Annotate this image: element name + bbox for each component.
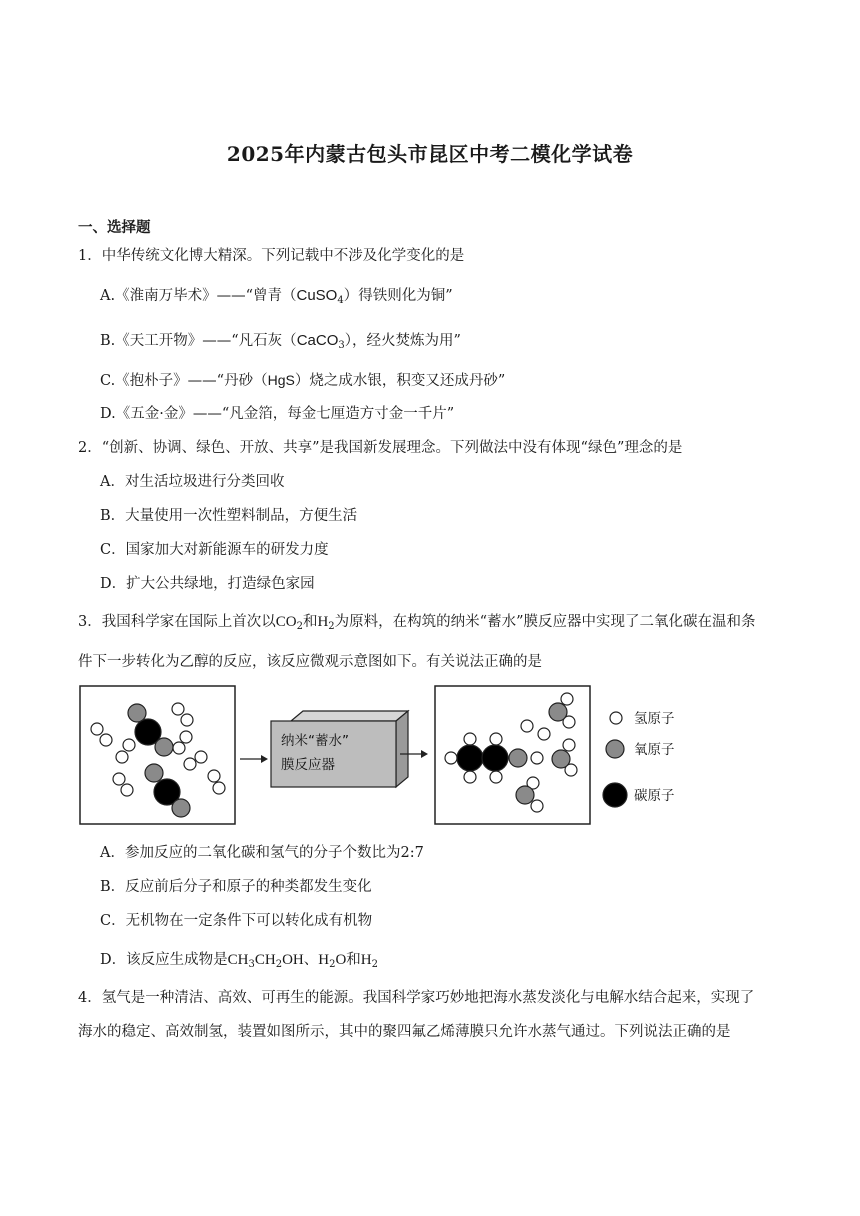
section-heading: 一、选择题 [78,219,151,236]
q3-option-c: C．无机物在一定条件下可以转化成有机物 [100,913,373,929]
arrow-icon [421,750,428,758]
q1-option-a: A.《淮南万毕术》——“曾青（CuSO$_4$）得铁则化为铜” [100,287,453,306]
q2-option-c: C．国家加大对新能源车的研发力度 [100,542,329,558]
q3-option-a: A．参加反应的二氧化碳和氢气的分子个数比为2:7 [100,845,424,861]
oxygen-atom [552,750,570,768]
reaction-diagram [78,682,718,828]
carbon-atom [482,745,508,771]
oxygen-atom [549,703,567,721]
arrow-icon [261,755,268,763]
carbon-atom [457,745,483,771]
hydrogen-legend-icon [610,712,622,724]
reactor-label-line1: 纳米“蓄水” [281,733,349,749]
q3-option-b: B．反应前后分子和原子的种类都发生变化 [100,879,372,895]
legend-carbon-label: 碳原子 [634,788,675,804]
q2-stem: 2．“创新、协调、绿色、开放、共享”是我国新发展理念。下列做法中没有体现“绿色”理念的是 [78,440,683,456]
oxygen-atom [172,799,190,817]
legend-oxygen-label: 氧原子 [634,742,675,758]
reactants-box [80,686,235,824]
oxygen-atom [516,786,534,804]
q1-option-c: C.《抱朴子》——“丹砂（HgS）烧之成水银，积变又还成丹砂” [100,372,506,389]
q1-option-d: D.《五金·金》——“凡金箔，每金七厘造方寸金一千片” [100,406,455,422]
q2-option-b: B．大量使用一次性塑料制品，方便生活 [100,508,358,524]
reactor-label-line2: 膜反应器 [281,757,335,773]
q2-option-a: A．对生活垃圾进行分类回收 [100,474,285,490]
q4-stem-line1: 4．氢气是一种清洁、高效、可再生的能源。我国科学家巧妙地把海水蒸发淡化与电解水结合起来，实现了 [78,990,755,1006]
q4-stem-line2: 海水的稳定、高效制氢，装置如图所示，其中的聚四氟乙烯薄膜只允许水蒸气通过。下列说法正确的是 [78,1024,731,1040]
q1-option-b: B.《天工开物》——“凡石灰（CaCO$_3$），经火焚炼为用” [100,332,461,351]
q2-option-d: D．扩大公共绿地，打造绿色家园 [100,576,315,592]
q3-stem-line2: 件下一步转化为乙醇的反应，该反应微观示意图如下。有关说法正确的是 [78,654,542,670]
reactor-box [271,721,396,787]
oxygen-atom [155,738,173,756]
oxygen-atom [509,749,527,767]
legend-hydrogen-label: 氢原子 [634,711,675,727]
carbon-legend-icon [603,783,627,807]
q3-stem-line1: 3．我国科学家在国际上首次以$CO_2$和$H_2$为原料，在构筑的纳米“蓄水”膜反应器中实现了二氧化碳在温和条 [78,614,756,632]
page-title: 2025年内蒙古包头市昆区中考二模化学试卷 [226,142,634,166]
q1-stem: 1．中华传统文化博大精深。下列记载中不涉及化学变化的是 [78,248,465,264]
q3-option-d: D．该反应生成物是$CH_3CH_2OH$、$H_2O$和$H_2$ [100,952,379,970]
oxygen-legend-icon [606,740,624,758]
oxygen-atom [145,764,163,782]
